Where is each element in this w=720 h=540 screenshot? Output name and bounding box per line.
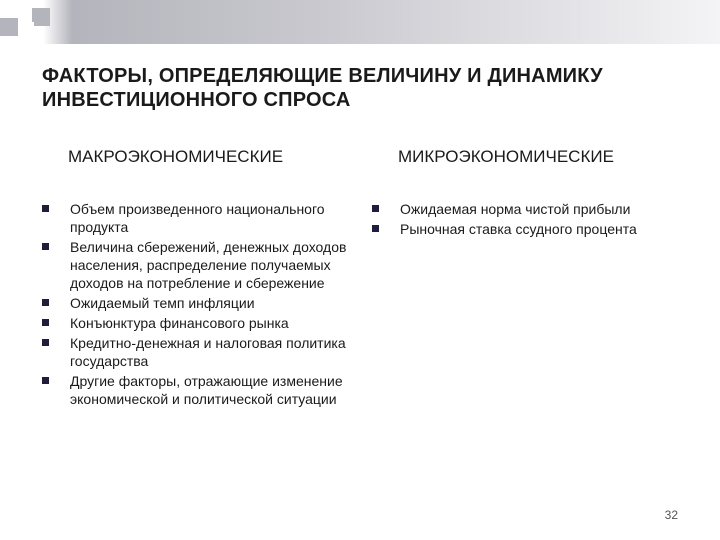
list-item-text: Величина сбережений, денежных доходов населения, распределение получаемых доходов на потребление и сбережение: [70, 239, 347, 291]
list-item-text: Объем произведенного национального продукта: [70, 201, 325, 235]
square-bullet-icon: [42, 319, 49, 326]
list-item-text: Конъюнктура финансового рынка: [70, 315, 289, 331]
list-item-text: Ожидаемый темп инфляции: [70, 295, 255, 311]
list-item-text: Рыночная ставка ссудного процента: [400, 221, 637, 237]
square-bullet-icon: [42, 299, 49, 306]
list-item-text: Кредитно-денежная и налоговая политика государства: [70, 335, 346, 369]
list-item: [40, 238, 350, 292]
square-bullet-icon: [42, 243, 49, 250]
list-item: [40, 372, 350, 408]
list-item: [40, 200, 350, 236]
decor-square: [32, 8, 50, 26]
square-bullet-icon: [372, 225, 379, 232]
list-item: [40, 314, 350, 332]
square-bullet-icon: [372, 205, 379, 212]
list-item: [370, 200, 660, 218]
decor-square: [18, 22, 34, 38]
micro-factor-list: [370, 200, 660, 240]
square-bullet-icon: [42, 205, 49, 212]
list-item-text: Ожидаемая норма чистой прибыли: [400, 201, 631, 217]
macro-factor-list: [40, 200, 350, 410]
square-bullet-icon: [42, 339, 49, 346]
slide-title: ФАКТОРЫ, ОПРЕДЕЛЯЮЩИЕ ВЕЛИЧИНУ И ДИНАМИКУ ИНВЕСТИЦИОННОГО СПРОСА: [42, 65, 603, 111]
page-number: 32: [664, 508, 678, 522]
header-decoration-bar: [0, 0, 720, 44]
decor-square: [0, 18, 18, 36]
macro-heading: МАКРОЭКОНОМИЧЕСКИЕ: [68, 147, 284, 166]
list-item: [40, 334, 350, 370]
square-bullet-icon: [42, 377, 49, 384]
micro-heading: МИКРОЭКОНОМИЧЕСКИЕ: [398, 147, 614, 166]
list-item: [40, 294, 350, 312]
list-item: [370, 220, 660, 238]
list-item-text: Другие факторы, отражающие изменение экономической и политической ситуации: [70, 373, 343, 407]
